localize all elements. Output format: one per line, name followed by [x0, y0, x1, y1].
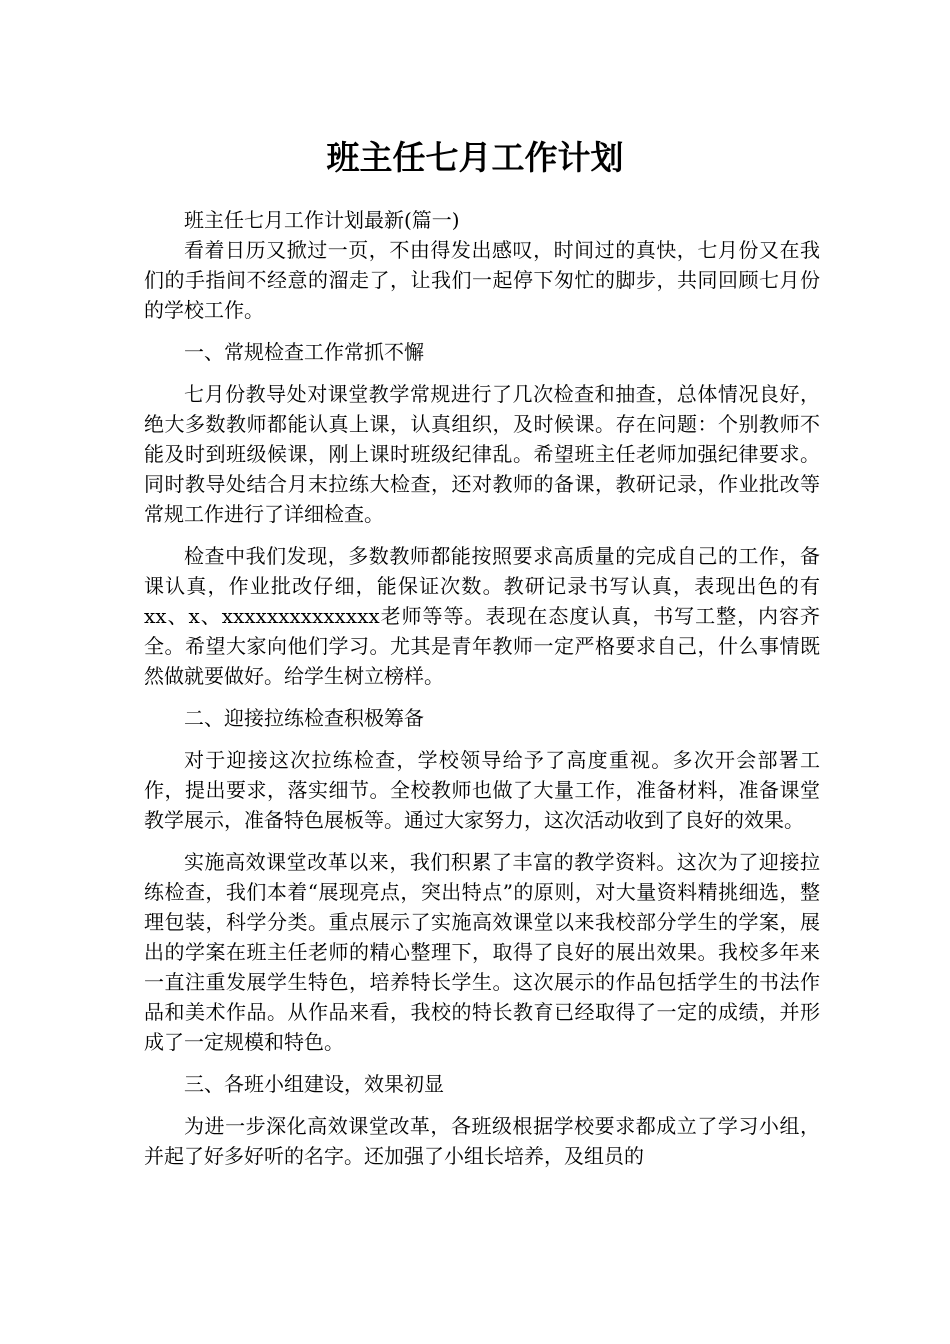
- body-paragraph: 为进一步深化高效课堂改革，各班级根据学校要求都成立了学习小组，并起了好多好听的名字。还加强了小组长培养，及组员的: [144, 1114, 820, 1168]
- document-body: [144, 205, 820, 1171]
- body-paragraph: 检查中我们发现，多数教师都能按照要求高质量的完成自己的工作，备课认真，作业批改仔细，能保证次数。教研记录书写认真，表现出色的有xx、x、xxxxxxxxxxxxxx老师等等。表现在态度认真，书写工整，内容齐全。希望大家向他们学习。尤其是青年教师一定严格要求自己，什么事情既然做就要做好。给学生树立榜样。: [144, 544, 820, 688]
- body-paragraph: 实施高效课堂改革以来，我们积累了丰富的教学资料。这次为了迎接拉练检查，我们本着“展现亮点，突出特点”的原则，对大量资料精挑细选，整理包装，科学分类。重点展示了实施高效课堂以来我校部分学生的学案，展出的学案在班主任老师的精心整理下，取得了良好的展出效果。我校多年来一直注重发展学生特色，培养特长学生。这次展示的作品包括学生的书法作品和美术作品。从作品来看，我校的特长教育已经取得了一定的成绩，并形成了一定规模和特色。: [144, 850, 820, 1054]
- document-title: 班主任七月工作计划: [326, 138, 624, 177]
- section-heading-3: 三、各班小组建设，效果初显: [184, 1072, 444, 1096]
- section-heading-1: 一、常规检查工作常抓不懈: [184, 340, 424, 364]
- body-paragraph: 七月份教导处对课堂教学常规进行了几次检查和抽查，总体情况良好，绝大多数教师都能认真上课，认真组织，及时候课。存在问题：个别教师不能及时到班级候课，刚上课时班级纪律乱。希望班主任老师加强纪律要求。同时教导处结合月末拉练大检查，还对教师的备课，教研记录，作业批改等常规工作进行了详细检查。: [144, 382, 820, 526]
- section-subtitle: 班主任七月工作计划最新(篇一): [184, 208, 460, 232]
- body-paragraph: 对于迎接这次拉练检查，学校领导给予了高度重视。多次开会部署工作，提出要求，落实细节。全校教师也做了大量工作，准备材料，准备课堂教学展示，准备特色展板等。通过大家努力，这次活动收到了良好的效果。: [144, 748, 820, 832]
- section-heading-2: 二、迎接拉练检查积极筹备: [184, 706, 424, 730]
- intro-paragraph: 看着日历又掀过一页，不由得发出感叹，时间过的真快，七月份又在我们的手指间不经意的溜走了，让我们一起停下匆忙的脚步，共同回顾七月份的学校工作。: [144, 238, 820, 322]
